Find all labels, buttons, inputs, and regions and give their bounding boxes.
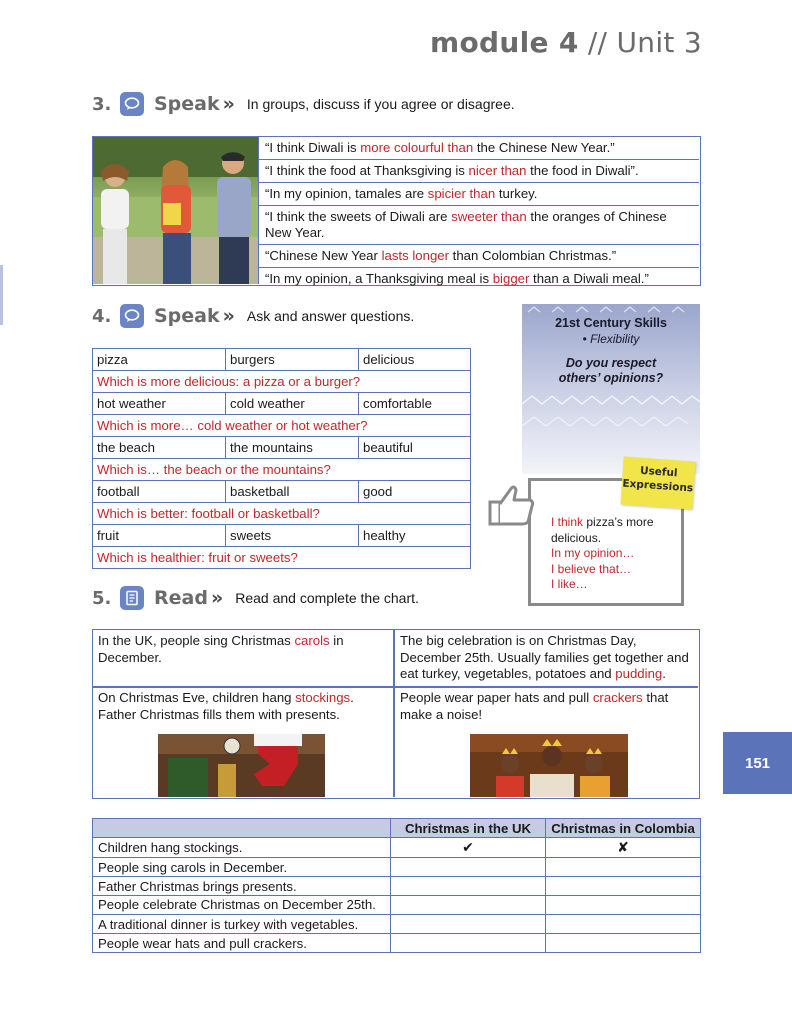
reading-text: People wear paper hats and pull crackers that make a noise! [400, 690, 669, 722]
question-row: Which is… the beach or the mountains? [93, 459, 471, 481]
section-verb: Read [154, 587, 208, 609]
page-number: 151 [723, 732, 792, 794]
answer-cell[interactable] [546, 896, 701, 915]
students-photo [93, 137, 259, 284]
answer-cell[interactable] [391, 915, 546, 934]
table-row: football basketball good [93, 481, 471, 503]
answer-cell[interactable] [546, 858, 701, 877]
opinion-row: “In my opinion, tamales are spicier than turkey. [259, 183, 699, 206]
page-header [430, 26, 702, 59]
section-number: 4. [92, 305, 112, 327]
expression-item: I think pizza’s more delicious. [551, 515, 654, 545]
section-number: 3. [92, 93, 112, 115]
speech-bubble-icon [120, 304, 144, 328]
opinion-row: “Chinese New Year lasts longer than Colombian Christmas.” [259, 245, 699, 268]
unit-label: // Unit 3 [587, 26, 702, 59]
reading-text: In the UK, people sing Christmas carols in December. [98, 633, 344, 665]
section-3-heading [92, 92, 515, 116]
thumbs-up-hand-icon [486, 480, 536, 528]
speech-bubble-icon [120, 92, 144, 116]
section-instruction: Ask and answer questions. [246, 308, 415, 324]
opinion-row: “In my opinion, a Thanksgiving meal is bigger than a Diwali meal.” [265, 271, 649, 286]
expressions-list [551, 515, 681, 593]
expression-item: I believe that… [551, 561, 632, 576]
answer-cell[interactable] [546, 934, 701, 953]
christmas-stocking-photo [158, 734, 325, 797]
skills-card [522, 304, 700, 474]
table-row: fruit sweets healthy [93, 525, 471, 547]
answer-cell[interactable] [546, 915, 701, 934]
answer-cell[interactable] [391, 877, 546, 896]
section-verb: Speak [154, 305, 220, 327]
skills-question: Do you respect others’ opinions? [558, 356, 664, 385]
check-mark-icon[interactable]: ✔ [391, 838, 546, 858]
table-row: the beach the mountains beautiful [93, 437, 471, 459]
opinion-row: “I think the sweets of Diwali are sweeter than the oranges of Chinese New Year. [259, 206, 699, 245]
question-row: Which is more… cold weather or hot weather? [93, 415, 471, 437]
expression-item: I like… [551, 577, 588, 591]
chart-row: People sing carols in December. [93, 858, 701, 877]
reading-grid [92, 629, 700, 799]
chart-row: Father Christmas brings presents. [93, 877, 701, 896]
table-row: pizza burgers delicious [93, 349, 471, 371]
section-verb: Speak [154, 93, 220, 115]
question-row: Which is more delicious: a pizza or a burger? [93, 371, 471, 393]
chart-header-row: Christmas in the UK Christmas in Colombia [93, 819, 701, 838]
chart-row: Children hang stockings. ✔ ✘ [93, 838, 701, 858]
family-dinner-photo [470, 734, 628, 797]
chart-row: A traditional dinner is turkey with vegetables. [93, 915, 701, 934]
answer-cell[interactable] [391, 934, 546, 953]
question-row: Which is better: football or basketball? [93, 503, 471, 525]
expression-item: In my opinion… [551, 546, 635, 560]
answer-cell[interactable] [391, 858, 546, 877]
chart-row: People wear hats and pull crackers. [93, 934, 701, 953]
opinions-table [92, 136, 701, 286]
answer-cell[interactable] [546, 877, 701, 896]
section-instruction: Read and complete the chart. [235, 590, 419, 606]
module-label: module 4 [430, 26, 579, 59]
skills-subtitle: • Flexibility [582, 332, 640, 346]
useful-expressions-sticky-note: Useful Expressions [620, 457, 695, 510]
chevron-icon: » [222, 305, 235, 327]
chevron-icon: » [210, 587, 224, 609]
chevron-icon: » [222, 93, 235, 115]
answer-cell[interactable] [391, 896, 546, 915]
questions-table [92, 348, 471, 569]
reading-text: The big celebration is on Christmas Day, December 25th. Usually families get together and eat turkey, vegetables, potatoes and pudding. [400, 633, 689, 681]
comparison-chart [92, 818, 701, 953]
left-edge-tab [0, 265, 3, 325]
section-5-heading [92, 586, 419, 610]
cross-mark-icon[interactable]: ✘ [546, 838, 701, 858]
book-icon [120, 586, 144, 610]
section-4-heading [92, 304, 414, 328]
reading-text: On Christmas Eve, children hang stockings. Father Christmas fills them with presents. [98, 690, 354, 722]
skills-title: 21st Century Skills [555, 316, 667, 330]
section-number: 5. [92, 587, 112, 609]
chart-row: People celebrate Christmas on December 25th. [93, 896, 701, 915]
opinion-row: “I think Diwali is more colourful than the Chinese New Year.” [259, 137, 699, 160]
section-instruction: In groups, discuss if you agree or disagree. [246, 96, 515, 112]
table-row: hot weather cold weather comfortable [93, 393, 471, 415]
opinion-row: “I think the food at Thanksgiving is nicer than the food in Diwali”. [259, 160, 699, 183]
question-row: Which is healthier: fruit or sweets? [93, 547, 471, 569]
